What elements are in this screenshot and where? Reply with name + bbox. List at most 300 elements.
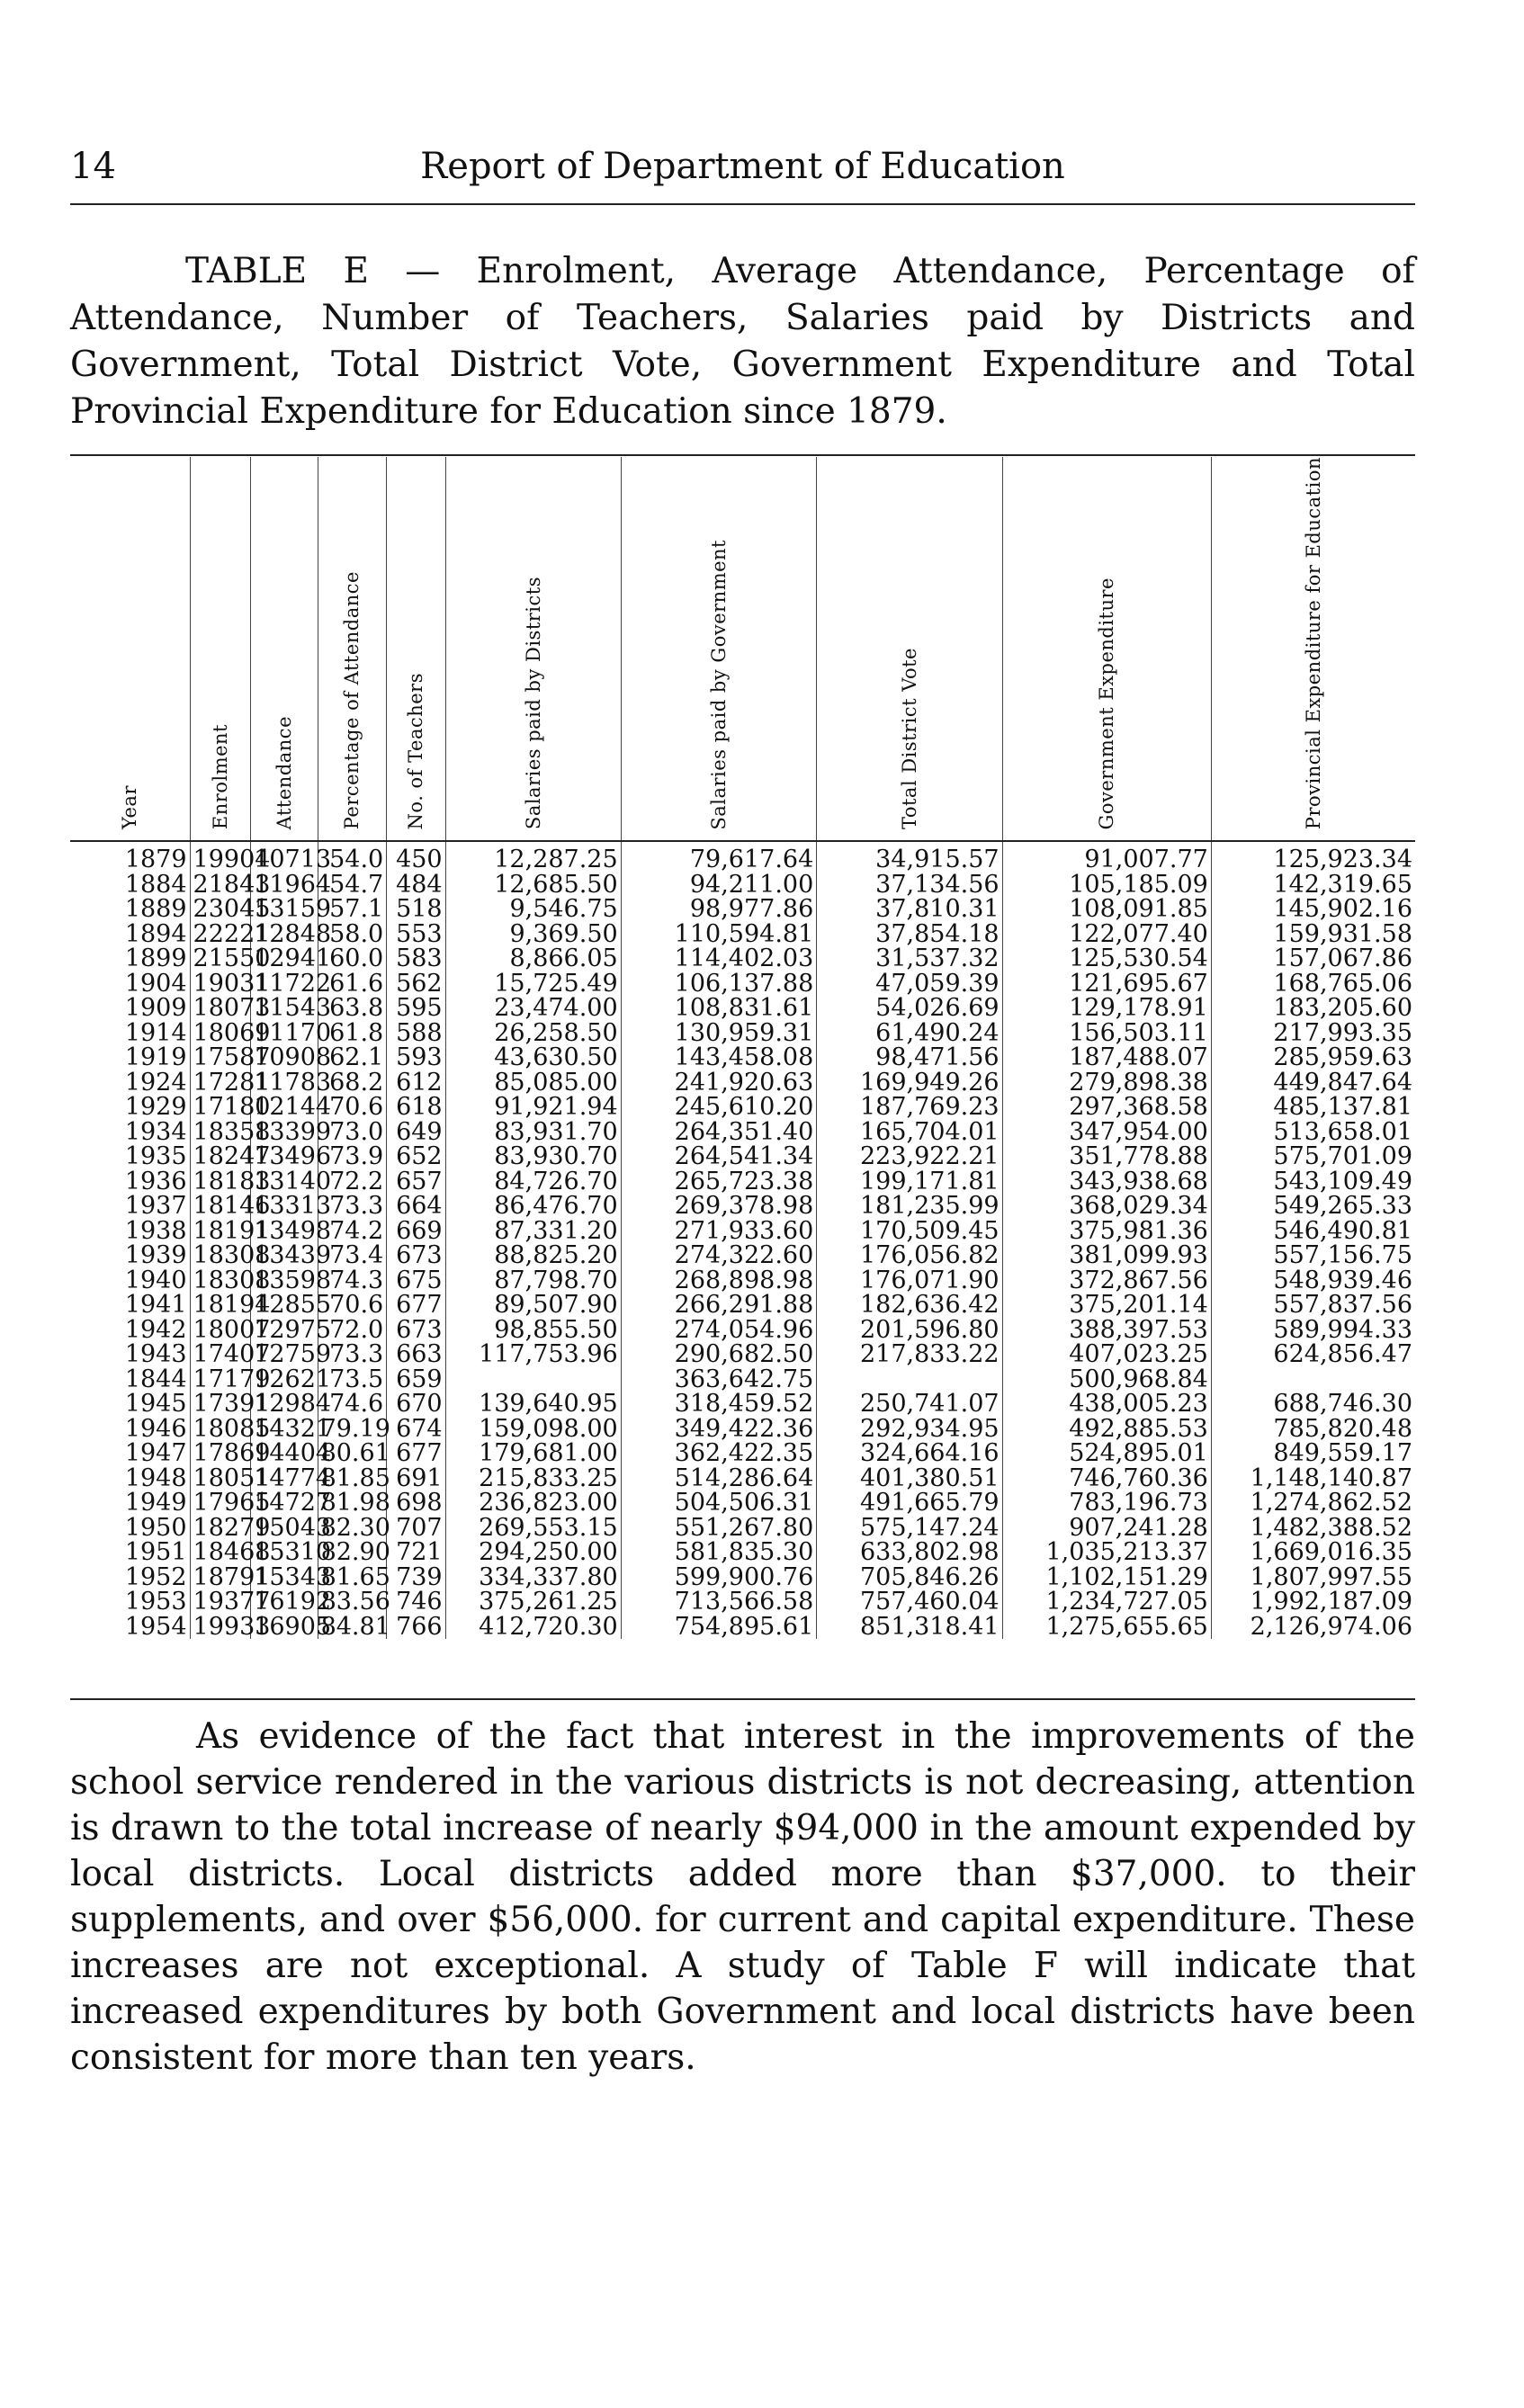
column-header-label: Government Expenditure (1096, 577, 1118, 830)
cell-teachers: 583 (387, 946, 445, 971)
cell-dist-vote: 37,854.18 (817, 922, 1002, 947)
cell-teachers: 677 (387, 1441, 445, 1466)
cell-dist-vote: 37,134.56 (817, 873, 1002, 898)
cell-year: 1934 (124, 1117, 187, 1146)
column-header-label: Provincial Expenditure for Education (1302, 457, 1324, 830)
cell-attendance: 13140 (251, 1169, 318, 1195)
cell-enrolment: 17179 (190, 1367, 251, 1392)
cell-gov-exp: 121,695.67 (1002, 971, 1211, 997)
cell-sal-dist: 117,753.96 (445, 1342, 621, 1367)
cell-attendance: 15043 (251, 1516, 318, 1541)
cell-dist-vote: 181,235.99 (817, 1194, 1002, 1219)
cell-teachers: 674 (387, 1417, 445, 1442)
cell-year: 1942 (124, 1315, 187, 1344)
cell-dist-vote: 633,802.98 (817, 1540, 1002, 1565)
cell-prov-exp (1211, 1367, 1415, 1392)
cell-enrolment: 18007 (190, 1318, 251, 1343)
cell-dist-vote: 37,810.31 (817, 897, 1002, 922)
cell-sal-dist: 12,685.50 (445, 873, 621, 898)
cell-attendance: 11543 (251, 996, 318, 1021)
table-caption (70, 248, 1415, 435)
statistics-table (70, 457, 1415, 1639)
cell-gov-exp: 500,968.84 (1002, 1367, 1211, 1392)
cell-sal-gov: 274,054.96 (621, 1318, 817, 1343)
cell-sal-gov: 349,422.36 (621, 1417, 817, 1442)
column-header-pct (318, 457, 387, 841)
table-row (70, 1441, 1415, 1466)
cell-prov-exp: 217,993.35 (1211, 1021, 1415, 1046)
table-row (70, 1318, 1415, 1343)
cell-gov-exp: 108,091.85 (1002, 897, 1211, 922)
cell-prov-exp: 183,205.60 (1211, 996, 1415, 1021)
cell-gov-exp: 351,778.88 (1002, 1144, 1211, 1169)
table-row (70, 1342, 1415, 1367)
cell-attendance: 15343 (251, 1565, 318, 1590)
cell-teachers: 698 (387, 1490, 445, 1516)
cell-prov-exp: 145,902.16 (1211, 897, 1415, 922)
table-row (70, 1219, 1415, 1244)
cell-gov-exp: 105,185.09 (1002, 873, 1211, 898)
cell-dist-vote: 757,460.04 (817, 1589, 1002, 1615)
table-body (70, 841, 1415, 1639)
table-caption-text: TABLE E — Enrolment, Average Attendance, Percentage of Attendance, Number of Teachers, Salaries paid by Districts and Government, Total District Vote, Government Expenditure and Total Provincial Expenditure for Education since 1879. (70, 251, 1415, 432)
cell-prov-exp: 549,265.33 (1211, 1194, 1415, 1219)
cell-attendance: 12621 (251, 1367, 318, 1392)
cell-prov-exp: 589,994.33 (1211, 1318, 1415, 1343)
cell-teachers: 673 (387, 1243, 445, 1268)
cell-sal-gov: 713,566.58 (621, 1589, 817, 1615)
table-row (70, 1021, 1415, 1046)
cell-prov-exp: 125,923.34 (1211, 841, 1415, 873)
cell-attendance: 12855 (251, 1293, 318, 1318)
cell-prov-exp: 575,701.09 (1211, 1144, 1415, 1169)
cell-gov-exp: 492,885.53 (1002, 1417, 1211, 1442)
table-row (70, 1417, 1415, 1442)
cell-attendance: 11964 (251, 873, 318, 898)
table-row (70, 971, 1415, 997)
cell-pct: 57.1 (318, 897, 387, 922)
cell-teachers: 721 (387, 1540, 445, 1565)
table-row (70, 1268, 1415, 1294)
cell-pct: 82.30 (318, 1516, 387, 1541)
cell-prov-exp: 159,931.58 (1211, 922, 1415, 947)
cell-pct: 72.0 (318, 1318, 387, 1343)
cell-teachers: 657 (387, 1169, 445, 1195)
cell-sal-gov: 290,682.50 (621, 1342, 817, 1367)
cell-enrolment: 19933 (190, 1615, 251, 1640)
cell-year: 1844 (124, 1365, 187, 1393)
cell-teachers: 766 (387, 1615, 445, 1640)
cell-attendance: 14774 (251, 1466, 318, 1491)
cell-year: 1914 (124, 1018, 187, 1047)
cell-prov-exp: 1,992,187.09 (1211, 1589, 1415, 1615)
cell-teachers: 450 (387, 841, 445, 873)
cell-teachers: 518 (387, 897, 445, 922)
table-row (70, 1095, 1415, 1120)
cell-attendance: 13498 (251, 1219, 318, 1244)
cell-dist-vote: 31,537.32 (817, 946, 1002, 971)
cell-pct: 62.1 (318, 1045, 387, 1070)
cell-enrolment: 23045 (190, 897, 251, 922)
cell-sal-gov: 264,541.34 (621, 1144, 817, 1169)
cell-sal-gov: 79,617.64 (621, 841, 817, 873)
cell-year: 1947 (124, 1439, 187, 1468)
cell-enrolment: 18247 (190, 1144, 251, 1169)
cell-pct: 74.6 (318, 1392, 387, 1417)
cell-gov-exp: 91,007.77 (1002, 841, 1211, 873)
cell-dist-vote: 176,071.90 (817, 1268, 1002, 1294)
cell-year: 1936 (124, 1167, 187, 1195)
cell-gov-exp: 122,077.40 (1002, 922, 1211, 947)
cell-enrolment: 19031 (190, 971, 251, 997)
cell-year: 1929 (124, 1093, 187, 1122)
cell-pct: 81.65 (318, 1565, 387, 1590)
cell-gov-exp: 297,368.58 (1002, 1095, 1211, 1120)
cell-prov-exp: 557,156.75 (1211, 1243, 1415, 1268)
cell-teachers: 593 (387, 1045, 445, 1070)
cell-attendance: 11722 (251, 971, 318, 997)
cell-enrolment: 18194 (190, 1293, 251, 1318)
cell-teachers: 677 (387, 1293, 445, 1318)
cell-dist-vote: 199,171.81 (817, 1169, 1002, 1195)
table-row (70, 1243, 1415, 1268)
cell-dist-vote: 47,059.39 (817, 971, 1002, 997)
cell-sal-gov: 94,211.00 (621, 873, 817, 898)
cell-pct: 54.0 (318, 841, 387, 873)
cell-sal-gov: 599,900.76 (621, 1565, 817, 1590)
cell-gov-exp: 381,099.93 (1002, 1243, 1211, 1268)
body-paragraph (70, 1714, 1415, 2081)
cell-attendance: 13159 (251, 897, 318, 922)
cell-gov-exp: 438,005.23 (1002, 1392, 1211, 1417)
cell-sal-gov: 266,291.88 (621, 1293, 817, 1318)
column-header-label: Enrolment (209, 724, 231, 830)
cell-enrolment: 18069 (190, 1021, 251, 1046)
table-row (70, 1045, 1415, 1070)
cell-prov-exp: 557,837.56 (1211, 1293, 1415, 1318)
body-paragraph-text: As evidence of the fact that interest in the improvements of the school service rendered in the various districts is not decreasing, attention is drawn to the total increase of nearly $94,000 in the amount expended by local districts. Local districts added more than $37,000. to their supplements, and over $56,000. for current and capital expenditure. These increases are not exceptional. A study of Table F will indicate that increased expenditures by both Government and local districts have been consistent for more than ten years. (70, 1716, 1415, 2078)
cell-sal-dist: 88,825.20 (445, 1243, 621, 1268)
cell-dist-vote: 851,318.41 (817, 1615, 1002, 1640)
cell-prov-exp: 624,856.47 (1211, 1342, 1415, 1367)
cell-dist-vote: 165,704.01 (817, 1120, 1002, 1145)
cell-teachers: 663 (387, 1342, 445, 1367)
column-header-label: Salaries paid by Districts (522, 577, 544, 830)
table-top-rule (70, 454, 1415, 456)
cell-prov-exp: 1,807,997.55 (1211, 1565, 1415, 1590)
cell-enrolment: 18183 (190, 1169, 251, 1195)
cell-teachers: 562 (387, 971, 445, 997)
cell-sal-gov: 754,895.61 (621, 1615, 817, 1640)
table-row (70, 873, 1415, 898)
cell-prov-exp: 1,274,862.52 (1211, 1490, 1415, 1516)
cell-sal-dist: 89,507.90 (445, 1293, 621, 1318)
column-header-label: No. of Teachers (405, 672, 427, 830)
cell-sal-gov: 143,458.08 (621, 1045, 817, 1070)
cell-pct: 63.8 (318, 996, 387, 1021)
cell-attendance: 12984 (251, 1392, 318, 1417)
column-header-year (70, 457, 190, 841)
cell-enrolment: 22221 (190, 922, 251, 947)
column-header-gov-exp (1002, 457, 1211, 841)
table-row (70, 922, 1415, 947)
cell-year: 1945 (124, 1390, 187, 1419)
cell-sal-dist: 23,474.00 (445, 996, 621, 1021)
cell-dist-vote: 250,741.07 (817, 1392, 1002, 1417)
table-row (70, 1565, 1415, 1590)
cell-sal-dist: 159,098.00 (445, 1417, 621, 1442)
cell-sal-dist: 9,369.50 (445, 922, 621, 947)
cell-sal-dist: 215,833.25 (445, 1466, 621, 1491)
cell-year: 1937 (124, 1192, 187, 1221)
column-header-label: Attendance (273, 715, 295, 830)
column-header-label: Total District Vote (898, 648, 920, 830)
cell-sal-gov: 114,402.03 (621, 946, 817, 971)
cell-dist-vote: 217,833.22 (817, 1342, 1002, 1367)
cell-attendance: 13313 (251, 1194, 318, 1219)
column-header-label: Year (119, 785, 141, 830)
cell-gov-exp: 524,895.01 (1002, 1441, 1211, 1466)
column-header-label: Salaries paid by Government (707, 539, 730, 830)
cell-year: 1894 (124, 919, 187, 948)
cell-sal-dist: 87,331.20 (445, 1219, 621, 1244)
cell-year: 1938 (124, 1216, 187, 1245)
cell-gov-exp: 1,234,727.05 (1002, 1589, 1211, 1615)
cell-sal-dist (445, 1367, 621, 1392)
cell-gov-exp: 746,760.36 (1002, 1466, 1211, 1491)
cell-prov-exp: 548,939.46 (1211, 1268, 1415, 1294)
cell-sal-gov: 268,898.98 (621, 1268, 817, 1294)
table-row (70, 996, 1415, 1021)
cell-sal-dist: 15,725.49 (445, 971, 621, 997)
cell-sal-gov: 264,351.40 (621, 1120, 817, 1145)
cell-pct: 73.4 (318, 1243, 387, 1268)
cell-dist-vote: 491,665.79 (817, 1490, 1002, 1516)
cell-teachers: 588 (387, 1021, 445, 1046)
table-row (70, 1615, 1415, 1640)
cell-sal-gov: 363,642.75 (621, 1367, 817, 1392)
cell-gov-exp: 1,035,213.37 (1002, 1540, 1211, 1565)
cell-teachers: 553 (387, 922, 445, 947)
cell-dist-vote: 575,147.24 (817, 1516, 1002, 1541)
cell-pct: 82.90 (318, 1540, 387, 1565)
cell-gov-exp: 372,867.56 (1002, 1268, 1211, 1294)
cell-sal-dist: 12,287.25 (445, 841, 621, 873)
cell-dist-vote: 170,509.45 (817, 1219, 1002, 1244)
cell-pct: 73.5 (318, 1367, 387, 1392)
cell-sal-dist: 412,720.30 (445, 1615, 621, 1640)
cell-prov-exp: 1,148,140.87 (1211, 1466, 1415, 1491)
cell-dist-vote: 705,846.26 (817, 1565, 1002, 1590)
cell-year: 1889 (124, 895, 187, 924)
cell-year: 1940 (124, 1266, 187, 1294)
cell-pct: 84.81 (318, 1615, 387, 1640)
cell-dist-vote: 176,056.82 (817, 1243, 1002, 1268)
cell-gov-exp: 1,102,151.29 (1002, 1565, 1211, 1590)
cell-prov-exp: 546,490.81 (1211, 1219, 1415, 1244)
cell-year: 1948 (124, 1464, 187, 1492)
table-row (70, 1367, 1415, 1392)
cell-teachers: 675 (387, 1268, 445, 1294)
cell-enrolment: 17180 (190, 1095, 251, 1120)
cell-sal-dist: 87,798.70 (445, 1268, 621, 1294)
cell-prov-exp: 513,658.01 (1211, 1120, 1415, 1145)
cell-attendance: 12848 (251, 922, 318, 947)
cell-sal-gov: 581,835.30 (621, 1540, 817, 1565)
cell-sal-gov: 269,378.98 (621, 1194, 817, 1219)
column-header-label: Percentage of Attendance (341, 570, 363, 830)
cell-gov-exp: 375,981.36 (1002, 1219, 1211, 1244)
cell-enrolment: 17587 (190, 1045, 251, 1070)
cell-teachers: 618 (387, 1095, 445, 1120)
cell-pct: 70.6 (318, 1095, 387, 1120)
cell-enrolment: 18468 (190, 1540, 251, 1565)
cell-pct: 74.2 (318, 1219, 387, 1244)
cell-attendance: 12975 (251, 1318, 318, 1343)
column-header-teachers (387, 457, 445, 841)
cell-prov-exp: 2,126,974.06 (1211, 1615, 1415, 1640)
cell-gov-exp: 125,530.54 (1002, 946, 1211, 971)
cell-sal-dist: 85,085.00 (445, 1070, 621, 1096)
cell-sal-dist: 294,250.00 (445, 1540, 621, 1565)
cell-pct: 79.19 (318, 1417, 387, 1442)
cell-year: 1919 (124, 1043, 187, 1072)
cell-teachers: 669 (387, 1219, 445, 1244)
cell-pct: 68.2 (318, 1070, 387, 1096)
cell-teachers: 739 (387, 1565, 445, 1590)
cell-sal-dist: 26,258.50 (445, 1021, 621, 1046)
cell-teachers: 595 (387, 996, 445, 1021)
cell-year: 1943 (124, 1340, 187, 1369)
cell-enrolment: 17869 (190, 1441, 251, 1466)
cell-prov-exp: 688,746.30 (1211, 1392, 1415, 1417)
cell-sal-gov: 98,977.86 (621, 897, 817, 922)
cell-enrolment: 17391 (190, 1392, 251, 1417)
table-row (70, 897, 1415, 922)
cell-year: 1899 (124, 944, 187, 973)
cell-gov-exp: 347,954.00 (1002, 1120, 1211, 1145)
table-row (70, 1120, 1415, 1145)
page-number: 14 (70, 146, 116, 187)
cell-attendance: 16905 (251, 1615, 318, 1640)
cell-sal-dist: 269,553.15 (445, 1516, 621, 1541)
cell-gov-exp: 407,023.25 (1002, 1342, 1211, 1367)
cell-pct: 73.9 (318, 1144, 387, 1169)
cell-attendance: 12759 (251, 1342, 318, 1367)
cell-enrolment: 18051 (190, 1466, 251, 1491)
cell-year: 1951 (124, 1538, 187, 1567)
cell-sal-dist: 9,546.75 (445, 897, 621, 922)
table-row (70, 1516, 1415, 1541)
cell-teachers: 649 (387, 1120, 445, 1145)
cell-dist-vote: 324,664.16 (817, 1441, 1002, 1466)
cell-dist-vote: 169,949.26 (817, 1070, 1002, 1096)
cell-gov-exp: 783,196.73 (1002, 1490, 1211, 1516)
cell-sal-dist: 334,337.80 (445, 1565, 621, 1590)
column-header-dist-vote (817, 457, 1002, 841)
table-header-row (70, 457, 1415, 841)
cell-prov-exp: 849,559.17 (1211, 1441, 1415, 1466)
cell-dist-vote: 187,769.23 (817, 1095, 1002, 1120)
cell-enrolment: 17407 (190, 1342, 251, 1367)
cell-sal-gov: 110,594.81 (621, 922, 817, 947)
cell-attendance: 13439 (251, 1243, 318, 1268)
cell-pct: 61.6 (318, 971, 387, 997)
cell-sal-dist: 83,930.70 (445, 1144, 621, 1169)
cell-sal-dist: 375,261.25 (445, 1589, 621, 1615)
table-row (70, 1392, 1415, 1417)
table-row (70, 1194, 1415, 1219)
cell-year: 1949 (124, 1489, 187, 1517)
cell-teachers: 673 (387, 1318, 445, 1343)
cell-teachers: 664 (387, 1194, 445, 1219)
cell-enrolment: 18791 (190, 1565, 251, 1590)
cell-attendance: 14727 (251, 1490, 318, 1516)
table-row (70, 1540, 1415, 1565)
table-row (70, 1070, 1415, 1096)
cell-attendance: 10908 (251, 1045, 318, 1070)
cell-teachers: 707 (387, 1516, 445, 1541)
cell-prov-exp: 485,137.81 (1211, 1095, 1415, 1120)
cell-prov-exp: 157,067.86 (1211, 946, 1415, 971)
cell-attendance: 11783 (251, 1070, 318, 1096)
page-header (70, 146, 1415, 200)
cell-attendance: 15310 (251, 1540, 318, 1565)
cell-enrolment: 18279 (190, 1516, 251, 1541)
cell-sal-gov: 551,267.80 (621, 1516, 817, 1541)
cell-sal-dist: 179,681.00 (445, 1441, 621, 1466)
cell-teachers: 652 (387, 1144, 445, 1169)
cell-pct: 54.7 (318, 873, 387, 898)
cell-enrolment: 17965 (190, 1490, 251, 1516)
cell-gov-exp: 1,275,655.65 (1002, 1615, 1211, 1640)
cell-dist-vote: 98,471.56 (817, 1045, 1002, 1070)
cell-dist-vote (817, 1367, 1002, 1392)
cell-enrolment: 19904 (190, 841, 251, 873)
cell-attendance: 13399 (251, 1120, 318, 1145)
cell-sal-gov: 514,286.64 (621, 1466, 817, 1491)
cell-enrolment: 17281 (190, 1070, 251, 1096)
cell-gov-exp: 907,241.28 (1002, 1516, 1211, 1541)
cell-gov-exp: 156,503.11 (1002, 1021, 1211, 1046)
table-bottom-rule (70, 1698, 1415, 1700)
cell-enrolment: 21550 (190, 946, 251, 971)
cell-gov-exp: 187,488.07 (1002, 1045, 1211, 1070)
cell-prov-exp: 449,847.64 (1211, 1070, 1415, 1096)
cell-dist-vote: 61,490.24 (817, 1021, 1002, 1046)
cell-dist-vote: 292,934.95 (817, 1417, 1002, 1442)
cell-pct: 73.3 (318, 1342, 387, 1367)
cell-attendance: 12941 (251, 946, 318, 971)
cell-sal-dist: 86,476.70 (445, 1194, 621, 1219)
cell-prov-exp: 785,820.48 (1211, 1417, 1415, 1442)
cell-prov-exp: 1,669,016.35 (1211, 1540, 1415, 1565)
cell-gov-exp: 388,397.53 (1002, 1318, 1211, 1343)
cell-pct: 70.6 (318, 1293, 387, 1318)
running-title: Report of Department of Education (420, 146, 1065, 187)
cell-dist-vote: 201,596.80 (817, 1318, 1002, 1343)
cell-attendance: 16192 (251, 1589, 318, 1615)
cell-attendance: 11170 (251, 1021, 318, 1046)
cell-pct: 61.8 (318, 1021, 387, 1046)
table-row (70, 1490, 1415, 1516)
cell-pct: 60.0 (318, 946, 387, 971)
table-row (70, 1589, 1415, 1615)
cell-enrolment: 18146 (190, 1194, 251, 1219)
cell-sal-dist: 8,866.05 (445, 946, 621, 971)
cell-gov-exp: 129,178.91 (1002, 996, 1211, 1021)
cell-dist-vote: 182,636.42 (817, 1293, 1002, 1318)
